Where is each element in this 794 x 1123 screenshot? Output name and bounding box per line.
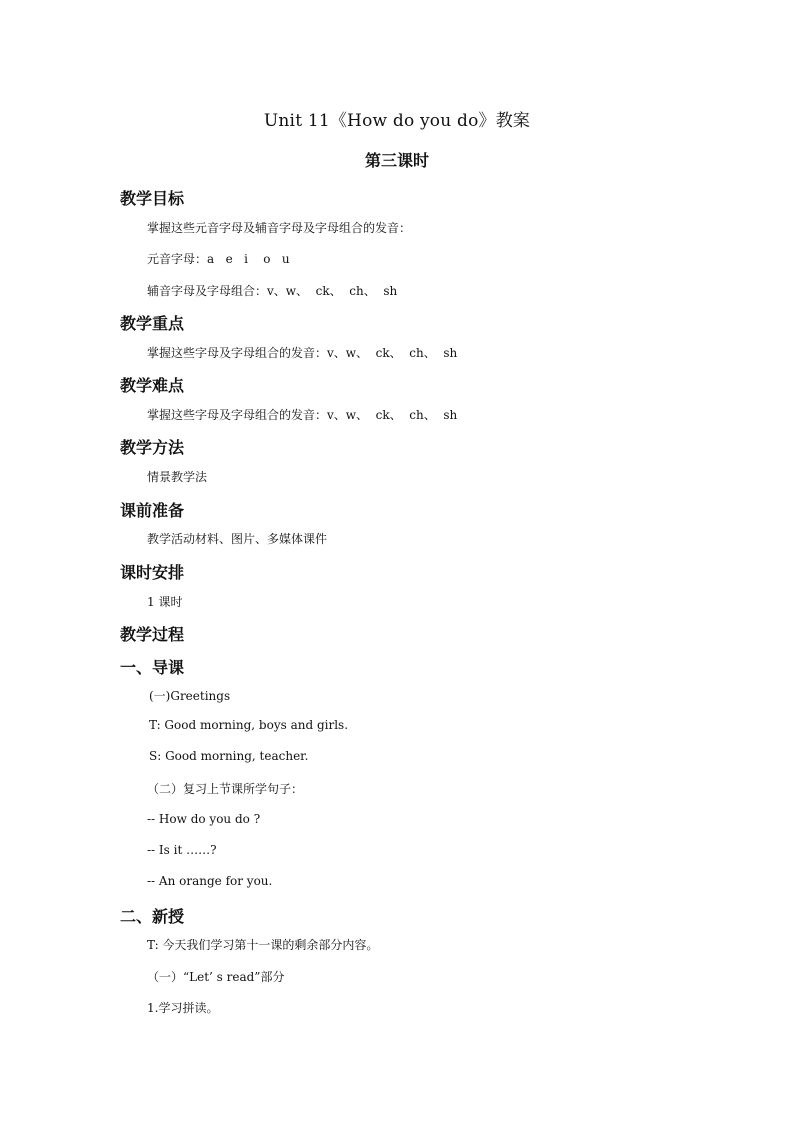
part1-line-3: S: Good morning, teacher. [149, 749, 309, 763]
heading-schedule: 课时安排 [120, 563, 185, 582]
part1-line-5: -- How do you do ? [147, 812, 261, 826]
difficulties-line-1: 掌握这些字母及字母组合的发音：v、w、 ck、 ch、 sh [147, 408, 458, 422]
heading-difficulties: 教学难点 [120, 376, 185, 395]
part1-line-1: (一)Greetings [149, 689, 231, 703]
part2-line-1: T: 今天我们学习第十一课的剩余部分内容。 [147, 938, 379, 952]
objectives-line-2: 元音字母：a e i o u [147, 252, 290, 266]
part2-line-2: （一）“Let’ s read”部分 [147, 970, 285, 984]
objectives-line-1: 掌握这些元音字母及辅音字母及字母组合的发音： [147, 221, 412, 235]
key-points-line-1: 掌握这些字母及字母组合的发音：v、w、 ck、 ch、 sh [147, 346, 458, 360]
heading-process: 教学过程 [120, 625, 185, 644]
heading-part2: 二、新授 [120, 907, 185, 926]
objectives-line-3: 辅音字母及字母组合：v、w、 ck、 ch、 sh [147, 284, 398, 298]
heading-preparation: 课前准备 [120, 501, 185, 520]
document-subtitle: 第三课时 [364, 151, 429, 170]
part1-line-6: -- Is it ……? [147, 843, 217, 857]
preparation-line-1: 教学活动材料、图片、多媒体课件 [147, 532, 328, 546]
part1-line-7: -- An orange for you. [147, 874, 273, 888]
heading-part1: 一、导课 [120, 658, 185, 677]
part2-line-3: 1.学习拼读。 [147, 1001, 219, 1015]
part1-line-2: T: Good morning, boys and girls. [149, 718, 349, 732]
schedule-line-1: 1 课时 [147, 595, 183, 609]
heading-methods: 教学方法 [120, 438, 185, 457]
document-title: Unit 11《How do you do》教案 [263, 111, 531, 131]
part1-line-4: （二）复习上节课所学句子： [147, 782, 304, 796]
heading-objectives: 教学目标 [120, 189, 185, 208]
methods-line-1: 情景教学法 [147, 470, 208, 484]
heading-key-points: 教学重点 [120, 314, 185, 333]
